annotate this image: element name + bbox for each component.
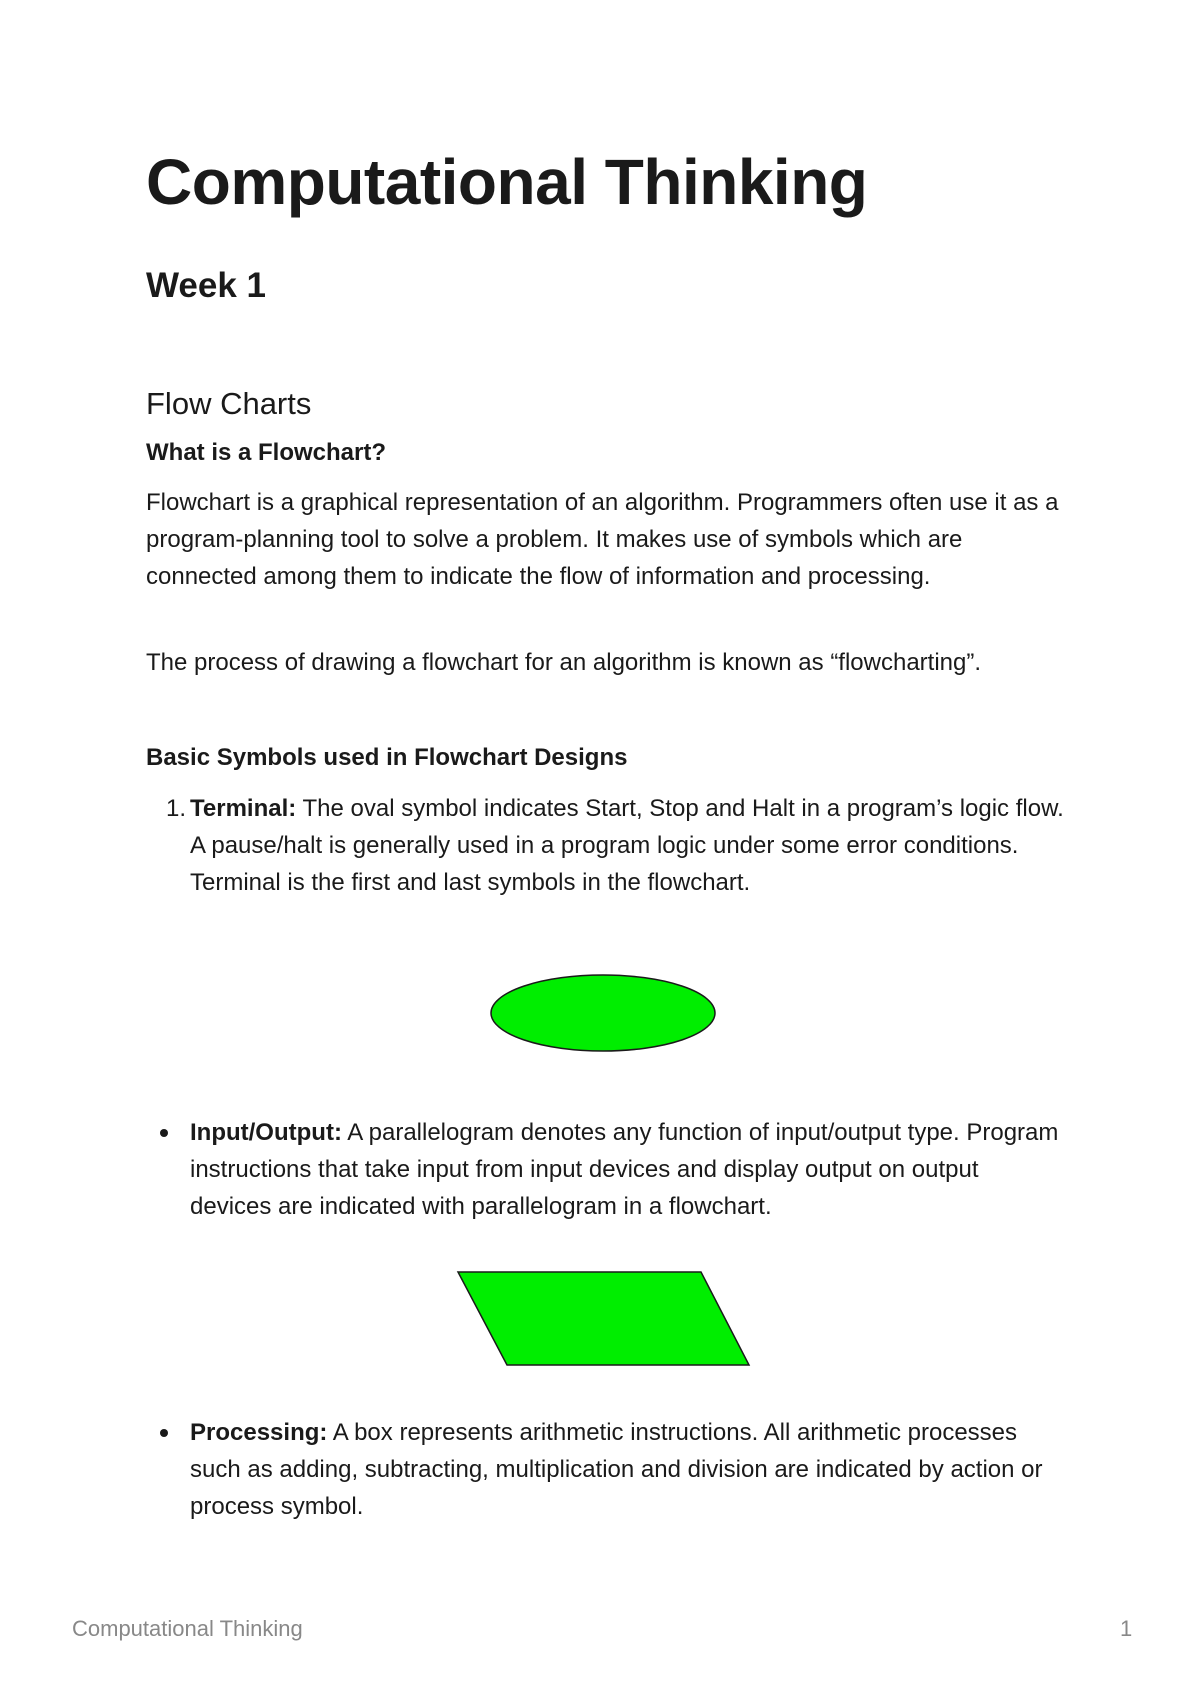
paragraph-definition: Flowchart is a graphical representation of an algorithm. Programmers often use it as a program-planning tool to solve a problem. It makes use of symbols which are connected among them to indicate the flow of information and processing. <box>146 489 1059 590</box>
term-label: Terminal: <box>190 795 297 822</box>
term-description: A box represents arithmetic instructions. All arithmetic processes such as adding, subtracting, multiplication and division are indicated by action or process symbol. <box>190 1419 1043 1520</box>
paragraph-flowcharting: The process of drawing a flowchart for an algorithm is known as “flowcharting”. <box>146 649 982 676</box>
bullet-icon <box>160 1129 168 1137</box>
term-label: Processing: <box>190 1419 328 1446</box>
term-label: Input/Output: <box>190 1119 342 1146</box>
week-heading: Week 1 <box>146 266 266 305</box>
bullet-icon <box>160 1429 168 1437</box>
subheading-basic-symbols: Basic Symbols used in Flowchart Designs <box>146 744 628 771</box>
list-item-body <box>190 790 1066 901</box>
footer-title: Computational Thinking <box>72 1616 303 1641</box>
page-number: 1 <box>1120 1616 1133 1641</box>
term-description: The oval symbol indicates Start, Stop and Halt in a program’s logic flow. A pause/halt is generally used in a program logic under some error conditions. Terminal is the first and last symbols in the flowchart. <box>190 795 1064 896</box>
terminal-oval-icon <box>488 972 718 1054</box>
subheading-what-is-flowchart: What is a Flowchart? <box>146 439 387 466</box>
list-item-body <box>190 1114 1066 1225</box>
section-heading: Flow Charts <box>146 386 312 421</box>
list-number: 1. <box>165 795 186 822</box>
oval-shape <box>491 975 715 1051</box>
parallelogram-shape <box>458 1272 749 1365</box>
page-title: Computational Thinking <box>146 146 868 218</box>
input-output-parallelogram-icon <box>456 1270 752 1368</box>
list-item-body <box>190 1414 1066 1525</box>
term-description: A parallelogram denotes any function of input/output type. Program instructions that take input from input devices and display output on output devices are indicated with parallelogram in a flowchart. <box>190 1119 1059 1220</box>
